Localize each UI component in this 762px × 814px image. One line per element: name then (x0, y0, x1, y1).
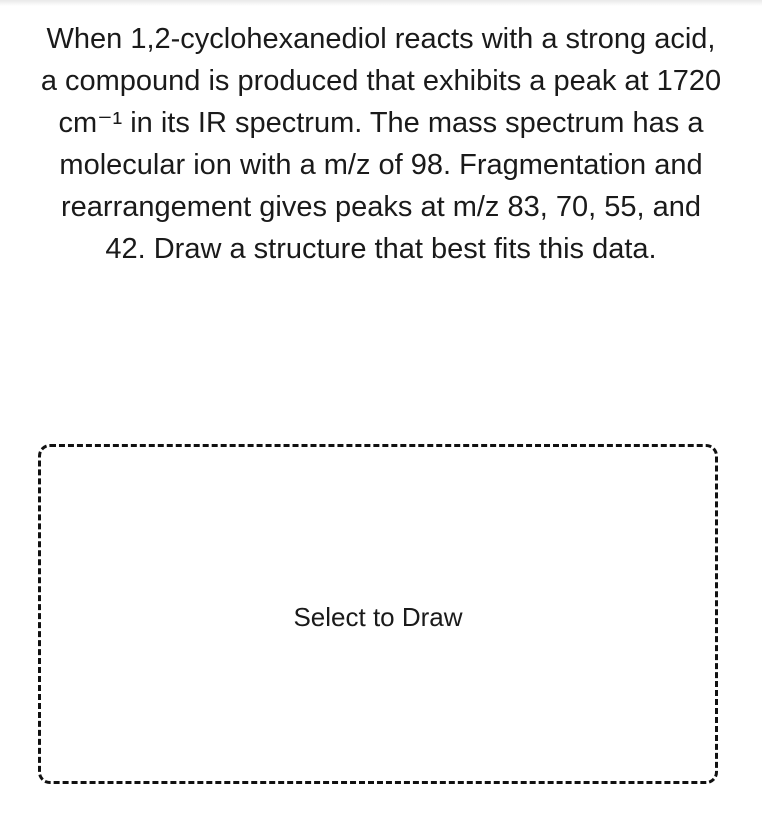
top-divider (0, 0, 762, 6)
drawing-canvas[interactable] (38, 444, 718, 784)
select-to-draw-label[interactable]: Select to Draw (293, 602, 463, 632)
question-text: When 1,2-cyclohexanediol reacts with a strong acid, a compound is produced that exhibits a peak at 1720 cm⁻¹ in its IR spectrum. The mass spectrum has a molecular ion with a m/z of 98. Fragmentation and rearrangement gives peaks at m/z 83, 70, 55, and 42. Draw a structure that best fits this data. (40, 23, 722, 265)
